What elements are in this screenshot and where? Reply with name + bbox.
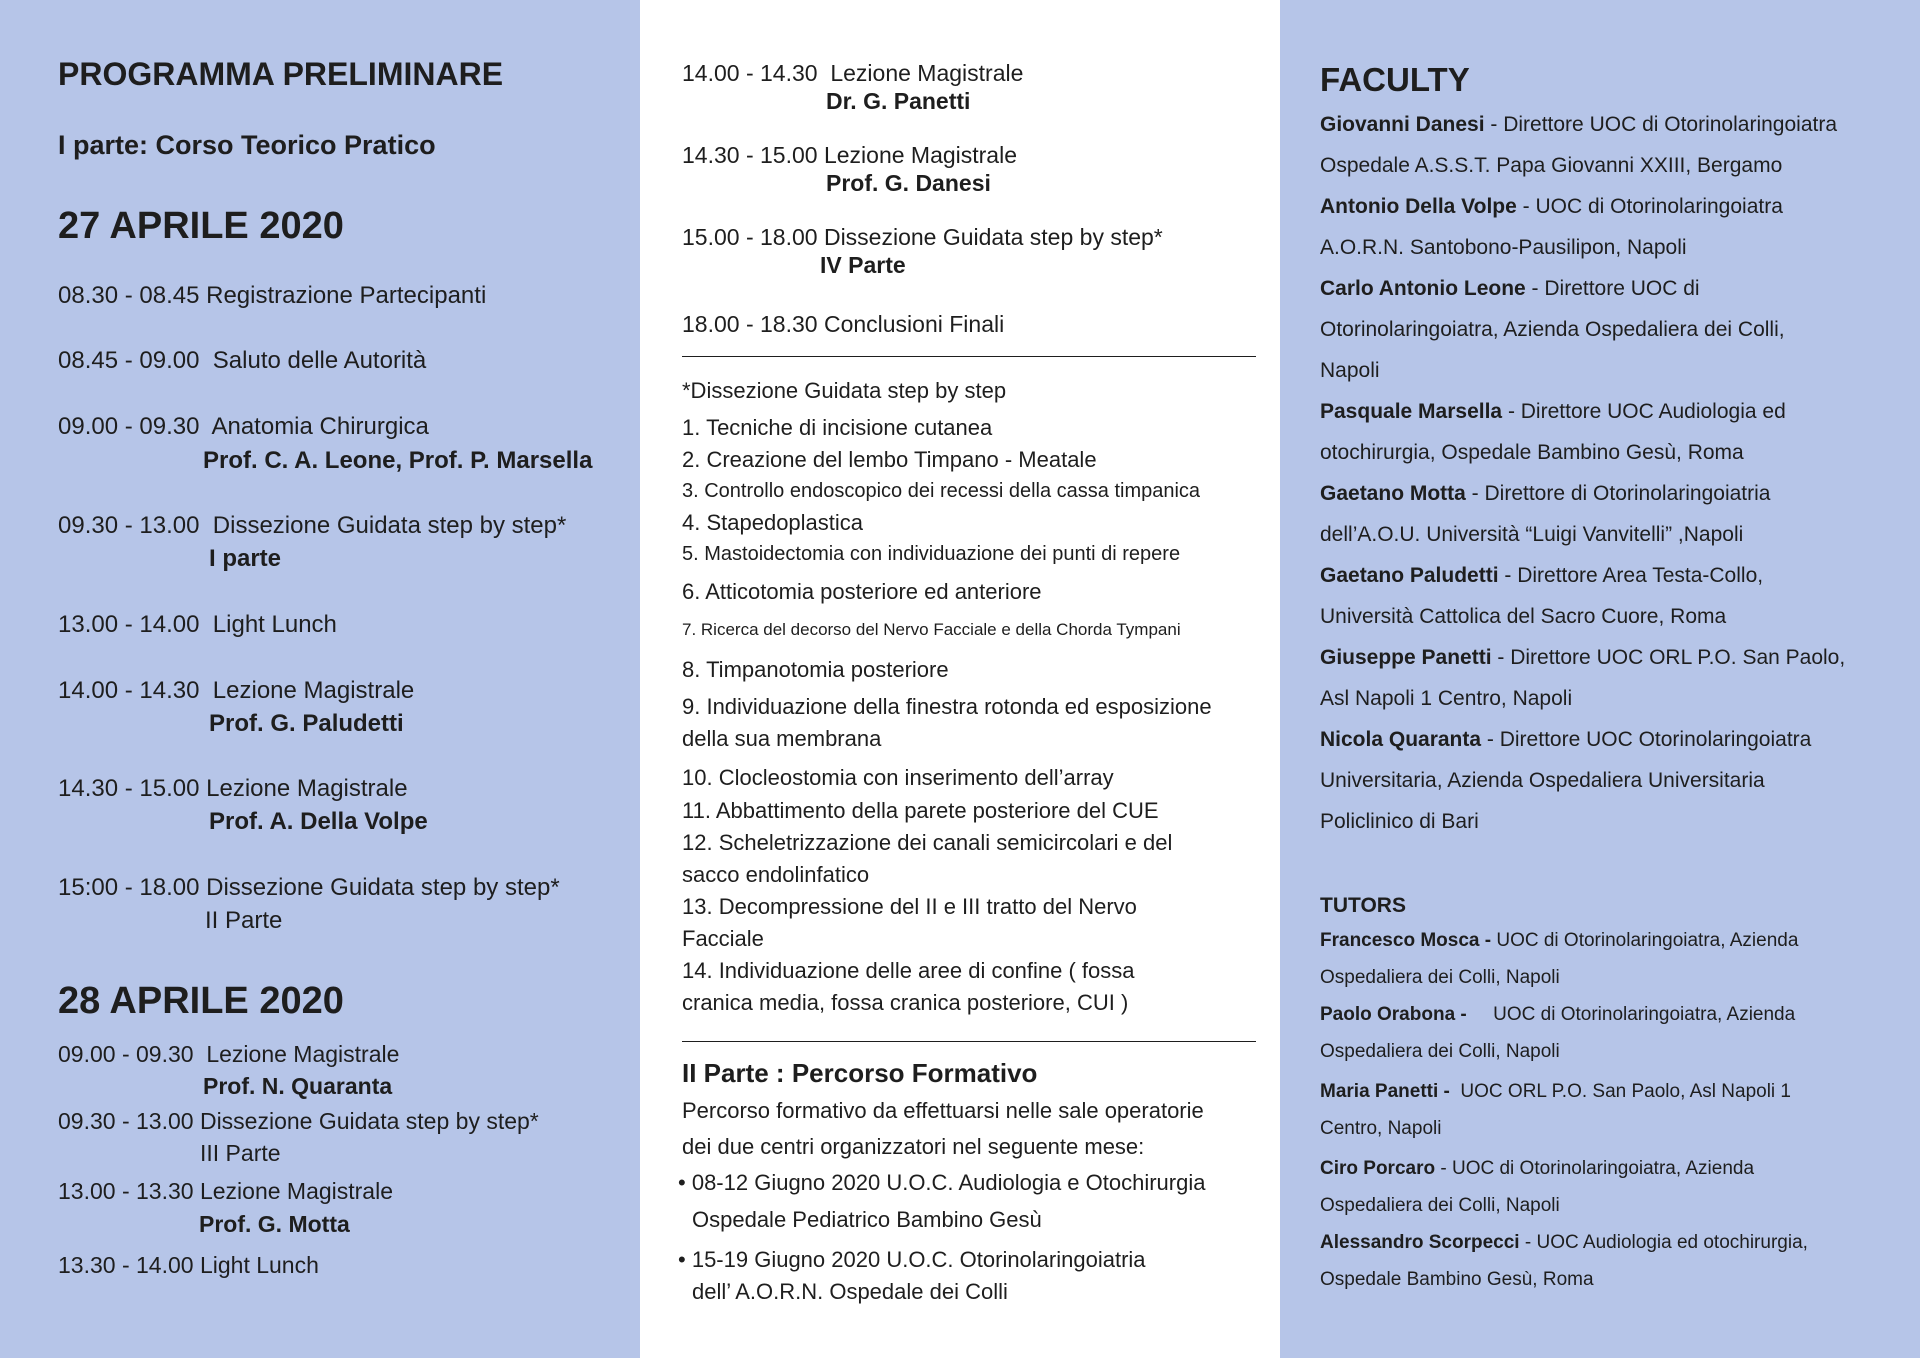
faculty-line: Otorinolaringoiatra, Azienda Ospedaliera dei Colli,	[1320, 318, 1785, 341]
schedule-time: 09.30 - 13.00	[58, 1108, 194, 1134]
schedule-title: Dissezione Guidata step by step*	[212, 512, 567, 539]
schedule-title: Saluto delle Autorità	[212, 347, 427, 374]
session-part: IV Parte	[820, 252, 906, 278]
session-part: III Parte	[200, 1140, 281, 1166]
tutor-line	[1320, 1230, 1808, 1256]
schedule-time: 14.00 - 14.30	[58, 677, 200, 704]
part1-title: I parte: Corso Teorico Pratico	[58, 130, 436, 160]
bullet-symbol: •	[678, 1170, 686, 1195]
bullet-text: 08-12 Giugno 2020 U.O.C. Audiologia e Otochirurgia	[691, 1170, 1206, 1195]
part2-title: II Parte : Percorso Formativo	[682, 1058, 1038, 1088]
step-item: 11. Abbattimento della parete posteriore del CUE	[682, 798, 1159, 823]
faculty-name: Giuseppe Panetti	[1320, 646, 1492, 669]
speaker-name: Dr. G. Panetti	[826, 88, 971, 114]
faculty-line	[1320, 480, 1770, 507]
section-divider	[682, 1041, 1256, 1042]
bullet-text: Ospedale Pediatrico Bambino Gesù	[692, 1207, 1042, 1232]
speaker-name: Prof. C. A. Leone, Prof. P. Marsella	[203, 447, 593, 474]
tutors-title: TUTORS	[1320, 894, 1406, 917]
schedule-title: Lezione Magistrale	[212, 677, 415, 704]
step-item: della sua membrana	[682, 726, 882, 751]
faculty-line	[1320, 398, 1786, 425]
schedule-title: Light Lunch	[212, 611, 337, 638]
tutor-name: Maria Panetti -	[1320, 1081, 1450, 1102]
session-part: II Parte	[205, 907, 283, 934]
bullet-item	[678, 1169, 1205, 1197]
schedule-title: Light Lunch	[199, 1252, 319, 1278]
left-panel	[0, 0, 640, 1358]
schedule-time: 15.00 - 18.00	[682, 224, 818, 250]
tutor-name: Francesco Mosca -	[1320, 930, 1492, 951]
faculty-line: A.O.R.N. Santobono-Pausilipon, Napoli	[1320, 236, 1687, 259]
part2-intro: dei due centri organizzatori nel seguente mese:	[682, 1134, 1145, 1159]
schedule-title: Lezione Magistrale	[206, 1041, 400, 1067]
tutor-name: Paolo Orabona -	[1320, 1004, 1467, 1025]
step-item: sacco endolinfatico	[682, 862, 870, 887]
schedule-item	[58, 346, 426, 376]
schedule-time: 09.00 - 09.30	[58, 413, 200, 440]
tutor-role: - UOC Audiologia ed otochirurgia,	[1519, 1232, 1808, 1253]
faculty-name: Gaetano Motta	[1320, 482, 1466, 505]
faculty-name: Antonio Della Volpe	[1320, 195, 1517, 218]
schedule-time: 13.30 - 14.00	[58, 1252, 194, 1278]
faculty-line	[1320, 193, 1783, 220]
step-item: 4. Stapedoplastica	[682, 510, 864, 535]
step-item: Facciale	[682, 926, 764, 951]
faculty-line: Università Cattolica del Sacro Cuore, Roma	[1320, 605, 1727, 628]
program-heading: PROGRAMMA PRELIMINARE	[58, 56, 504, 92]
schedule-time: 13.00 - 14.00	[58, 611, 200, 638]
tutor-role: UOC di Otorinolaringoiatra, Azienda	[1491, 930, 1799, 951]
schedule-item	[58, 1039, 399, 1069]
schedule-item	[58, 774, 408, 804]
schedule-item	[58, 676, 414, 706]
faculty-name: Giovanni Danesi	[1320, 113, 1485, 136]
schedule-title: Dissezione Guidata step by step*	[206, 874, 560, 901]
schedule-time: 18.00 - 18.30	[682, 311, 818, 337]
schedule-time: 08.45 - 09.00	[58, 347, 200, 374]
faculty-line: Ospedale A.S.S.T. Papa Giovanni XXIII, Bergamo	[1320, 154, 1783, 177]
tutor-role: UOC di Otorinolaringoiatra, Azienda	[1466, 1004, 1796, 1025]
schedule-item	[58, 511, 566, 541]
schedule-item	[58, 1176, 393, 1206]
step-item: 13. Decompressione del II e III tratto del Nervo	[682, 894, 1137, 919]
schedule-time: 09.30 - 13.00	[58, 512, 200, 539]
tutor-line	[1320, 1002, 1795, 1028]
step-item: 3. Controllo endoscopico dei recessi della cassa timpanica	[682, 480, 1201, 502]
step-item: 6. Atticotomia posteriore ed anteriore	[682, 579, 1042, 604]
step-item: 10. Clocleostomia con inserimento dell’array	[682, 765, 1114, 790]
schedule-title: Lezione Magistrale	[206, 775, 408, 802]
schedule-title: Dissezione Guidata step by step*	[823, 224, 1163, 250]
faculty-role: - UOC di Otorinolaringoiatra	[1516, 195, 1783, 218]
faculty-line: otochirurgia, Ospedale Bambino Gesù, Roma	[1320, 441, 1744, 464]
faculty-role: - Direttore UOC ORL P.O. San Paolo,	[1491, 646, 1846, 669]
speaker-name: Prof. G. Paludetti	[209, 710, 404, 737]
faculty-role: - Direttore UOC Otorinolaringoiatra	[1481, 728, 1812, 751]
faculty-name: Nicola Quaranta	[1320, 728, 1482, 751]
bullet-text: dell’ A.O.R.N. Ospedale dei Colli	[692, 1279, 1008, 1304]
faculty-role: - Direttore Area Testa-Collo,	[1498, 564, 1764, 587]
tutor-name: Ciro Porcaro	[1320, 1158, 1436, 1179]
faculty-title: FACULTY	[1320, 61, 1470, 98]
step-item: 8. Timpanotomia posteriore	[682, 657, 949, 682]
schedule-item	[58, 1106, 539, 1136]
schedule-time: 09.00 - 09.30	[58, 1041, 194, 1067]
faculty-role: - Direttore UOC di Otorinolaringoiatra	[1484, 113, 1838, 136]
schedule-title: Conclusioni Finali	[823, 311, 1005, 337]
faculty-line	[1320, 644, 1845, 671]
schedule-item	[682, 309, 1004, 339]
tutor-line: Ospedale Bambino Gesù, Roma	[1320, 1269, 1594, 1290]
speaker-name: Prof. A. Della Volpe	[209, 808, 428, 835]
step-item: 14. Individuazione delle aree di confine ( fossa	[682, 958, 1135, 983]
schedule-title: Anatomia Chirurgica	[211, 413, 429, 440]
schedule-item	[682, 58, 1023, 88]
section-divider	[682, 356, 1256, 357]
faculty-line: Asl Napoli 1 Centro, Napoli	[1320, 687, 1573, 710]
schedule-title: Lezione Magistrale	[830, 60, 1024, 86]
step-item: 1. Tecniche di incisione cutanea	[682, 415, 993, 440]
tutor-line: Ospedaliera dei Colli, Napoli	[1320, 967, 1560, 988]
step-item: cranica media, fossa cranica posteriore, CUI )	[682, 990, 1129, 1015]
faculty-name: Pasquale Marsella	[1320, 400, 1503, 423]
session-part: I parte	[209, 545, 282, 572]
day1-date: 27 APRILE 2020	[58, 205, 344, 247]
schedule-time: 14.30 - 15.00	[682, 142, 818, 168]
step-item: 9. Individuazione della finestra rotonda ed esposizione	[682, 694, 1212, 719]
faculty-line: dell’A.O.U. Università “Luigi Vanvitelli” ,Napoli	[1320, 523, 1744, 546]
schedule-title: Lezione Magistrale	[823, 142, 1018, 168]
tutor-role: - UOC di Otorinolaringoiatra, Azienda	[1435, 1158, 1755, 1179]
faculty-line: Policlinico di Bari	[1320, 810, 1479, 833]
day2-date: 28 APRILE 2020	[58, 980, 344, 1022]
faculty-line	[1320, 275, 1700, 302]
tutor-line: Ospedaliera dei Colli, Napoli	[1320, 1041, 1560, 1062]
faculty-role: - Direttore UOC Audiologia ed	[1502, 400, 1786, 423]
schedule-time: 13.00 - 13.30	[58, 1178, 194, 1204]
step-item: 7. Ricerca del decorso del Nervo Facciale e della Chorda Tympani	[682, 620, 1181, 639]
faculty-line: Universitaria, Azienda Ospedaliera Universitaria	[1320, 769, 1765, 792]
tutor-line	[1320, 1079, 1791, 1105]
tutor-line	[1320, 1156, 1754, 1182]
middle-panel	[640, 0, 1280, 1358]
schedule-time: 08.30 - 08.45	[58, 282, 200, 309]
schedule-item	[682, 222, 1163, 252]
faculty-name: Carlo Antonio Leone	[1320, 277, 1526, 300]
schedule-item	[682, 140, 1017, 170]
schedule-time: 14.00 - 14.30	[682, 60, 818, 86]
schedule-item	[58, 412, 429, 442]
schedule-title: Registrazione Partecipanti	[206, 282, 487, 309]
faculty-line	[1320, 111, 1837, 138]
schedule-item	[58, 610, 337, 640]
step-item: 5. Mastoidectomia con individuazione dei punti di repere	[682, 543, 1181, 565]
tutor-line: Centro, Napoli	[1320, 1118, 1442, 1139]
speaker-name: Prof. G. Motta	[199, 1211, 350, 1237]
faculty-line	[1320, 726, 1811, 753]
schedule-item	[58, 1250, 319, 1280]
tutor-role: UOC ORL P.O. San Paolo, Asl Napoli 1	[1449, 1081, 1791, 1102]
step-item: 2. Creazione del lembo Timpano - Meatale	[682, 447, 1097, 472]
right-panel	[1280, 0, 1920, 1358]
tutor-line	[1320, 928, 1798, 954]
faculty-line: Napoli	[1320, 359, 1380, 382]
schedule-time: 15:00 - 18.00	[58, 874, 200, 901]
faculty-name: Gaetano Paludetti	[1320, 564, 1499, 587]
tutor-line: Ospedaliera dei Colli, Napoli	[1320, 1195, 1560, 1216]
faculty-role: - Direttore di Otorinolaringoiatria	[1465, 482, 1771, 505]
schedule-item	[58, 873, 560, 903]
tutor-name: Alessandro Scorpecci	[1320, 1232, 1520, 1253]
schedule-title: Dissezione Guidata step by step*	[199, 1108, 539, 1134]
step-item: 12. Scheletrizzazione dei canali semicircolari e del	[682, 830, 1173, 855]
steps-title: *Dissezione Guidata step by step	[682, 378, 1007, 403]
part2-intro: Percorso formativo da effettuarsi nelle sale operatorie	[682, 1098, 1204, 1123]
bullet-item	[678, 1246, 1146, 1274]
bullet-text: 15-19 Giugno 2020 U.O.C. Otorinolaringoiatria	[691, 1247, 1146, 1272]
schedule-item	[58, 281, 486, 311]
faculty-line	[1320, 562, 1763, 589]
schedule-title: Lezione Magistrale	[199, 1178, 394, 1204]
speaker-name: Prof. G. Danesi	[826, 170, 991, 196]
faculty-role: - Direttore UOC di	[1525, 277, 1700, 300]
bullet-symbol: •	[678, 1247, 686, 1272]
schedule-time: 14.30 - 15.00	[58, 775, 200, 802]
speaker-name: Prof. N. Quaranta	[203, 1073, 393, 1099]
